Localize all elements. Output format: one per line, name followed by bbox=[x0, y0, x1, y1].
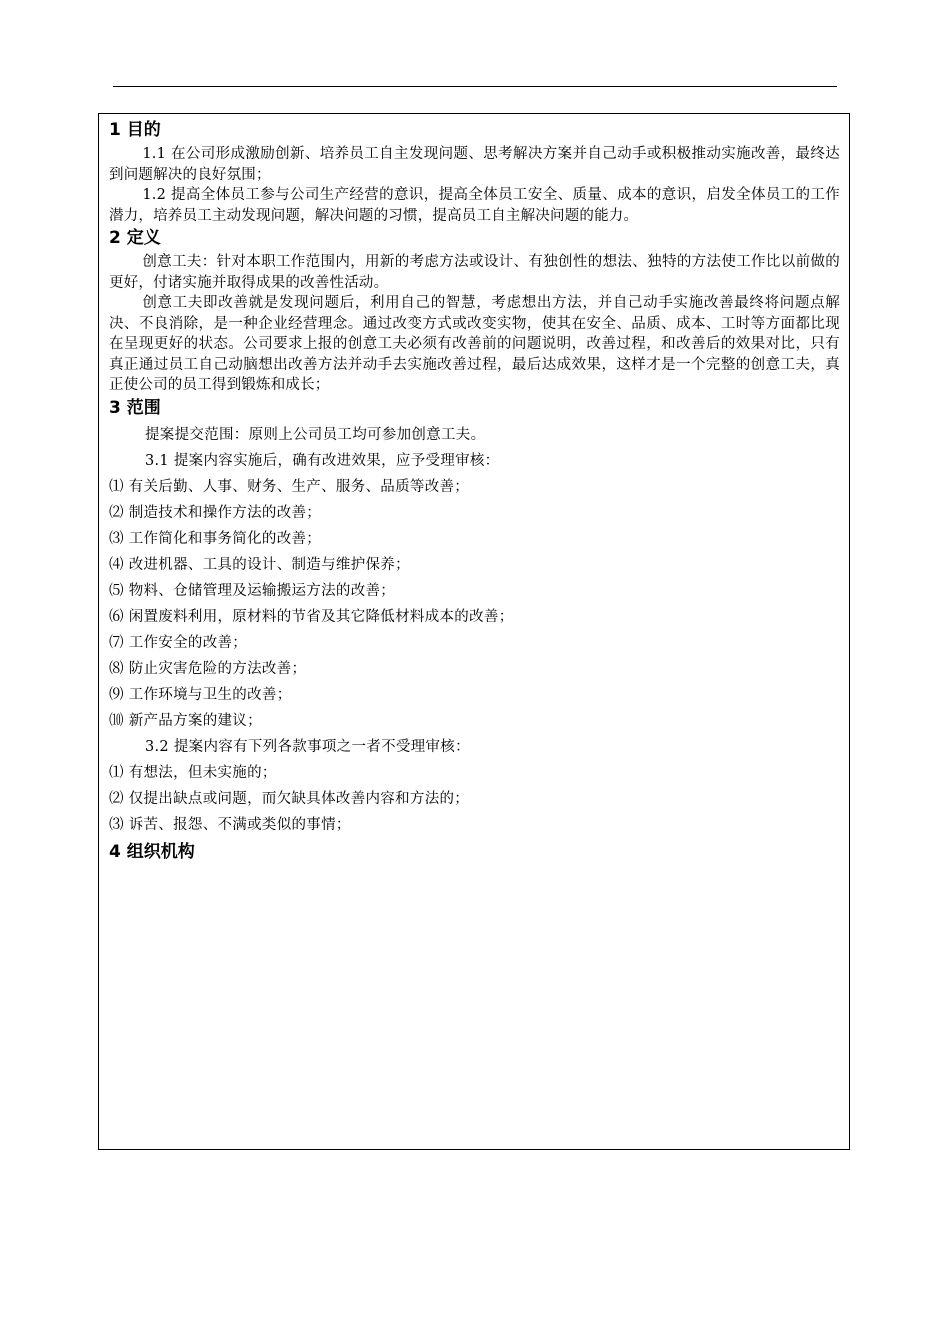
list-item: ⑼ 工作环境与卫生的改善； bbox=[109, 686, 292, 703]
section-heading-purpose: 1 目的 bbox=[109, 120, 161, 140]
section-heading-definition: 2 定义 bbox=[109, 228, 161, 248]
list-item: ⑴ 有关后勤、人事、财务、生产、服务、品质等改善； bbox=[109, 478, 470, 495]
scope-subsection-1: 3.1 提案内容实施后，确有改进效果，应予受理审核： bbox=[145, 452, 500, 469]
list-item: ⑵ 制造技术和操作方法的改善； bbox=[109, 504, 322, 521]
definition-paragraph-1: 创意工夫：针对本职工作范围内，用新的考虑方法或设计、有独创性的想法、独特的方法使工作比以前做的更好，付诸实施并取得成果的改善性活动。 bbox=[109, 254, 840, 291]
document-frame bbox=[98, 113, 850, 1150]
list-item: ⑻ 防止灾害危险的方法改善； bbox=[109, 660, 307, 677]
purpose-paragraph-2: 1.2 提高全体员工参与公司生产经营的意识，提高全体员工安全、质量、成本的意识，启发全体员工的工作潜力，培养员工主动发现问题，解决问题的习惯，提高员工自主解决问题的能力。 bbox=[109, 187, 840, 224]
list-item: ⑶ 工作简化和事务简化的改善； bbox=[109, 530, 322, 547]
section-heading-organization: 4 组织机构 bbox=[109, 841, 195, 862]
list-item: ⑹ 闲置废料利用，原材料的节省及其它降低材料成本的改善； bbox=[109, 608, 514, 625]
list-item: ⑵ 仅提出缺点或问题，而欠缺具体改善内容和方法的； bbox=[109, 790, 470, 807]
purpose-paragraph-1: 1.1 在公司形成激励创新、培养员工自主发现问题、思考解决方案并自己动手或积极推动实施改善，最终达到问题解决的良好氛围； bbox=[109, 146, 840, 183]
list-item: ⑷ 改进机器、工具的设计、制造与维护保养； bbox=[109, 556, 410, 573]
list-item: ⑺ 工作安全的改善； bbox=[109, 634, 248, 651]
section-heading-scope: 3 范围 bbox=[109, 397, 161, 418]
definition-paragraph-2: 创意工夫即改善就是发现问题后，利用自己的智慧，考虑想出方法，并自己动手实施改善最终将问题点解决、不良消除，是一种企业经营理念。通过改变方式或改变实物，使其在安全、品质、成本、工时等方面都比现在呈现更好的状态。公司要求上报的创意工夫必须有改善前的问题说明，改善过程，和改善后的效果对比，只有真正通过员工自己动脑想出改善方法并动手去实施改善过程，最后达成效果，这样才是一个完整的创意工夫，真正使公司的员工得到锻炼和成长； bbox=[109, 295, 840, 393]
list-item: ⑴ 有想法，但未实施的； bbox=[109, 764, 277, 781]
scope-intro: 提案提交范围：原则上公司员工均可参加创意工夫。 bbox=[145, 426, 486, 443]
list-item: ⑸ 物料、仓储管理及运输搬运方法的改善； bbox=[109, 582, 396, 599]
header-rule bbox=[113, 86, 837, 87]
scope-subsection-2: 3.2 提案内容有下列各款事项之一者不受理审核： bbox=[145, 738, 470, 755]
list-item: ⑽ 新产品方案的建议； bbox=[109, 712, 262, 729]
list-item: ⑶ 诉苦、报怨、不满或类似的事情； bbox=[109, 816, 351, 833]
